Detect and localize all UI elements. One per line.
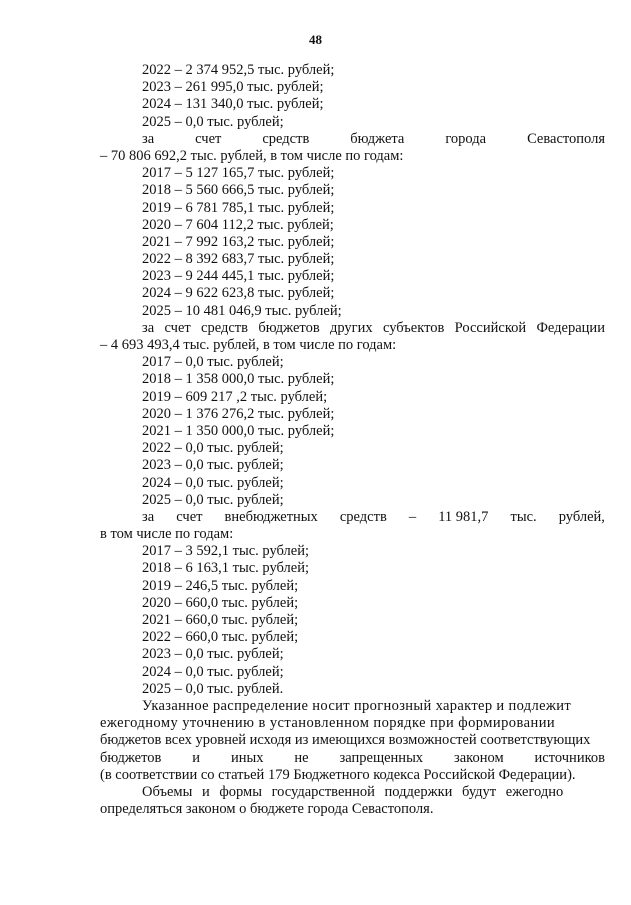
year-line: 2023 – 0,0 тыс. рублей; <box>142 457 284 474</box>
year-line: 2018 – 5 560 666,5 тыс. рублей; <box>142 182 335 199</box>
offbudget-years <box>100 543 605 698</box>
year-line: 2025 – 0,0 тыс. рублей; <box>142 491 284 508</box>
year-line: 2020 – 1 376 276,2 тыс. рублей; <box>142 405 335 422</box>
paragraph-line: определяться законом о бюджете города Севастополя. <box>100 801 434 818</box>
heading-word: субъектов <box>382 319 445 336</box>
year-line: 2023 – 9 244 445,1 тыс. рублей; <box>142 268 335 285</box>
year-line: 2022 – 2 374 952,5 тыс. рублей; <box>142 62 335 78</box>
page-number: 48 <box>309 32 322 47</box>
paragraph-word: источников <box>534 749 605 766</box>
offbudget-heading <box>100 509 605 526</box>
year-line: 2024 – 0,0 тыс. рублей; <box>142 474 284 491</box>
heading-word: других <box>330 319 373 336</box>
heading-word: Российской <box>454 319 527 336</box>
document-body <box>100 62 605 818</box>
heading-word: бюджета <box>350 130 405 147</box>
heading-word: счет <box>176 508 203 525</box>
year-line: 2025 – 0,0 тыс. рублей; <box>142 113 284 130</box>
heading-word: тыс. <box>510 508 537 525</box>
sevastopol-years-continued <box>100 62 605 131</box>
year-line: 2020 – 7 604 112,2 тыс. рублей; <box>142 216 334 233</box>
heading-word: рублей, <box>558 508 605 525</box>
year-line: 2021 – 660,0 тыс. рублей; <box>142 612 299 628</box>
paragraph-line <box>100 750 605 767</box>
paragraph-line: (в соответствии со статьей 179 Бюджетного кодекса Российской Федерации). <box>100 766 576 783</box>
paragraph-word: запрещенных <box>339 749 424 766</box>
year-line: 2017 – 3 592,1 тыс. рублей; <box>142 543 309 560</box>
other-subjects-heading <box>100 320 605 337</box>
year-line: 2025 – 10 481 046,9 тыс. рублей; <box>142 302 342 319</box>
year-line: 2024 – 9 622 623,8 тыс. рублей; <box>142 285 335 302</box>
year-line: 2018 – 6 163,1 тыс. рублей; <box>142 560 309 577</box>
heading-word: Севастополя <box>527 130 605 147</box>
year-line: 2023 – 0,0 тыс. рублей; <box>142 646 284 663</box>
year-line: 2019 – 6 781 785,1 тыс. рублей; <box>142 199 335 216</box>
paragraph-word: иных <box>230 749 264 766</box>
year-line: 2024 – 131 340,0 тыс. рублей; <box>142 96 324 113</box>
year-line: 2022 – 8 392 683,7 тыс. рублей; <box>142 251 335 268</box>
heading-word: счет <box>195 130 222 147</box>
sevastopol-budget-heading <box>100 131 605 148</box>
offbudget-total: в том числе по годам: <box>100 526 234 543</box>
year-line: 2023 – 261 995,0 тыс. рублей; <box>142 79 324 96</box>
year-line: 2019 – 609 217 ,2 тыс. рублей; <box>142 388 328 405</box>
heading-word: внебюджетных <box>224 508 318 525</box>
paragraph-text: ежегодному уточнению в установленном порядке при формировании <box>100 715 556 732</box>
heading-word: средств <box>339 508 387 525</box>
other-subjects-total: – 4 693 493,4 тыс. рублей, в том числе по годам: <box>100 337 397 353</box>
year-line: 2022 – 660,0 тыс. рублей; <box>142 629 299 646</box>
sevastopol-years <box>100 165 605 320</box>
paragraph-word: не <box>294 749 309 766</box>
year-line: 2020 – 660,0 тыс. рублей; <box>142 594 299 611</box>
paragraph-word: бюджетов <box>100 749 162 766</box>
paragraph-line: бюджетов всех уровней исходя из имеющихся возможностей соответствующих <box>100 732 591 749</box>
year-line: 2021 – 7 992 163,2 тыс. рублей; <box>142 233 335 250</box>
paragraph-word: и <box>192 749 201 766</box>
heading-word: 11 981,7 <box>438 508 489 525</box>
heading-word: Федерации <box>536 319 605 336</box>
heading-word: за <box>142 319 155 336</box>
heading-word: – <box>408 508 417 525</box>
paragraph-line: Объемы и формы государственной поддержки будут ежегодно <box>142 783 564 800</box>
paragraph-line <box>100 715 605 732</box>
paragraph-word: законом <box>453 749 504 766</box>
heading-word: средств <box>262 130 310 147</box>
sevastopol-budget-total: – 70 806 692,2 тыс. рублей, в том числе по годам: <box>100 147 404 164</box>
year-line: 2017 – 0,0 тыс. рублей; <box>142 354 284 371</box>
year-line: 2019 – 246,5 тыс. рублей; <box>142 577 299 594</box>
year-line: 2017 – 5 127 165,7 тыс. рублей; <box>142 165 335 182</box>
heading-word: средств <box>201 319 248 336</box>
heading-word: города <box>445 130 487 147</box>
support-paragraph <box>100 784 605 818</box>
year-line: 2021 – 1 350 000,0 тыс. рублей; <box>142 422 335 439</box>
year-line: 2018 – 1 358 000,0 тыс. рублей; <box>142 371 335 388</box>
heading-word: за <box>142 508 155 525</box>
heading-word: счет <box>164 319 191 336</box>
heading-word: бюджетов <box>258 319 320 336</box>
year-line: 2022 – 0,0 тыс. рублей; <box>142 440 284 457</box>
forecast-paragraph <box>100 698 605 784</box>
year-line: 2024 – 0,0 тыс. рублей; <box>142 663 284 680</box>
paragraph-text: Указанное распределение носит прогнозный характер и подлежит <box>142 697 572 714</box>
paragraph-line <box>100 698 605 715</box>
other-subjects-years <box>100 354 605 509</box>
heading-word: за <box>142 130 155 147</box>
year-line: 2025 – 0,0 тыс. рублей. <box>142 680 284 697</box>
